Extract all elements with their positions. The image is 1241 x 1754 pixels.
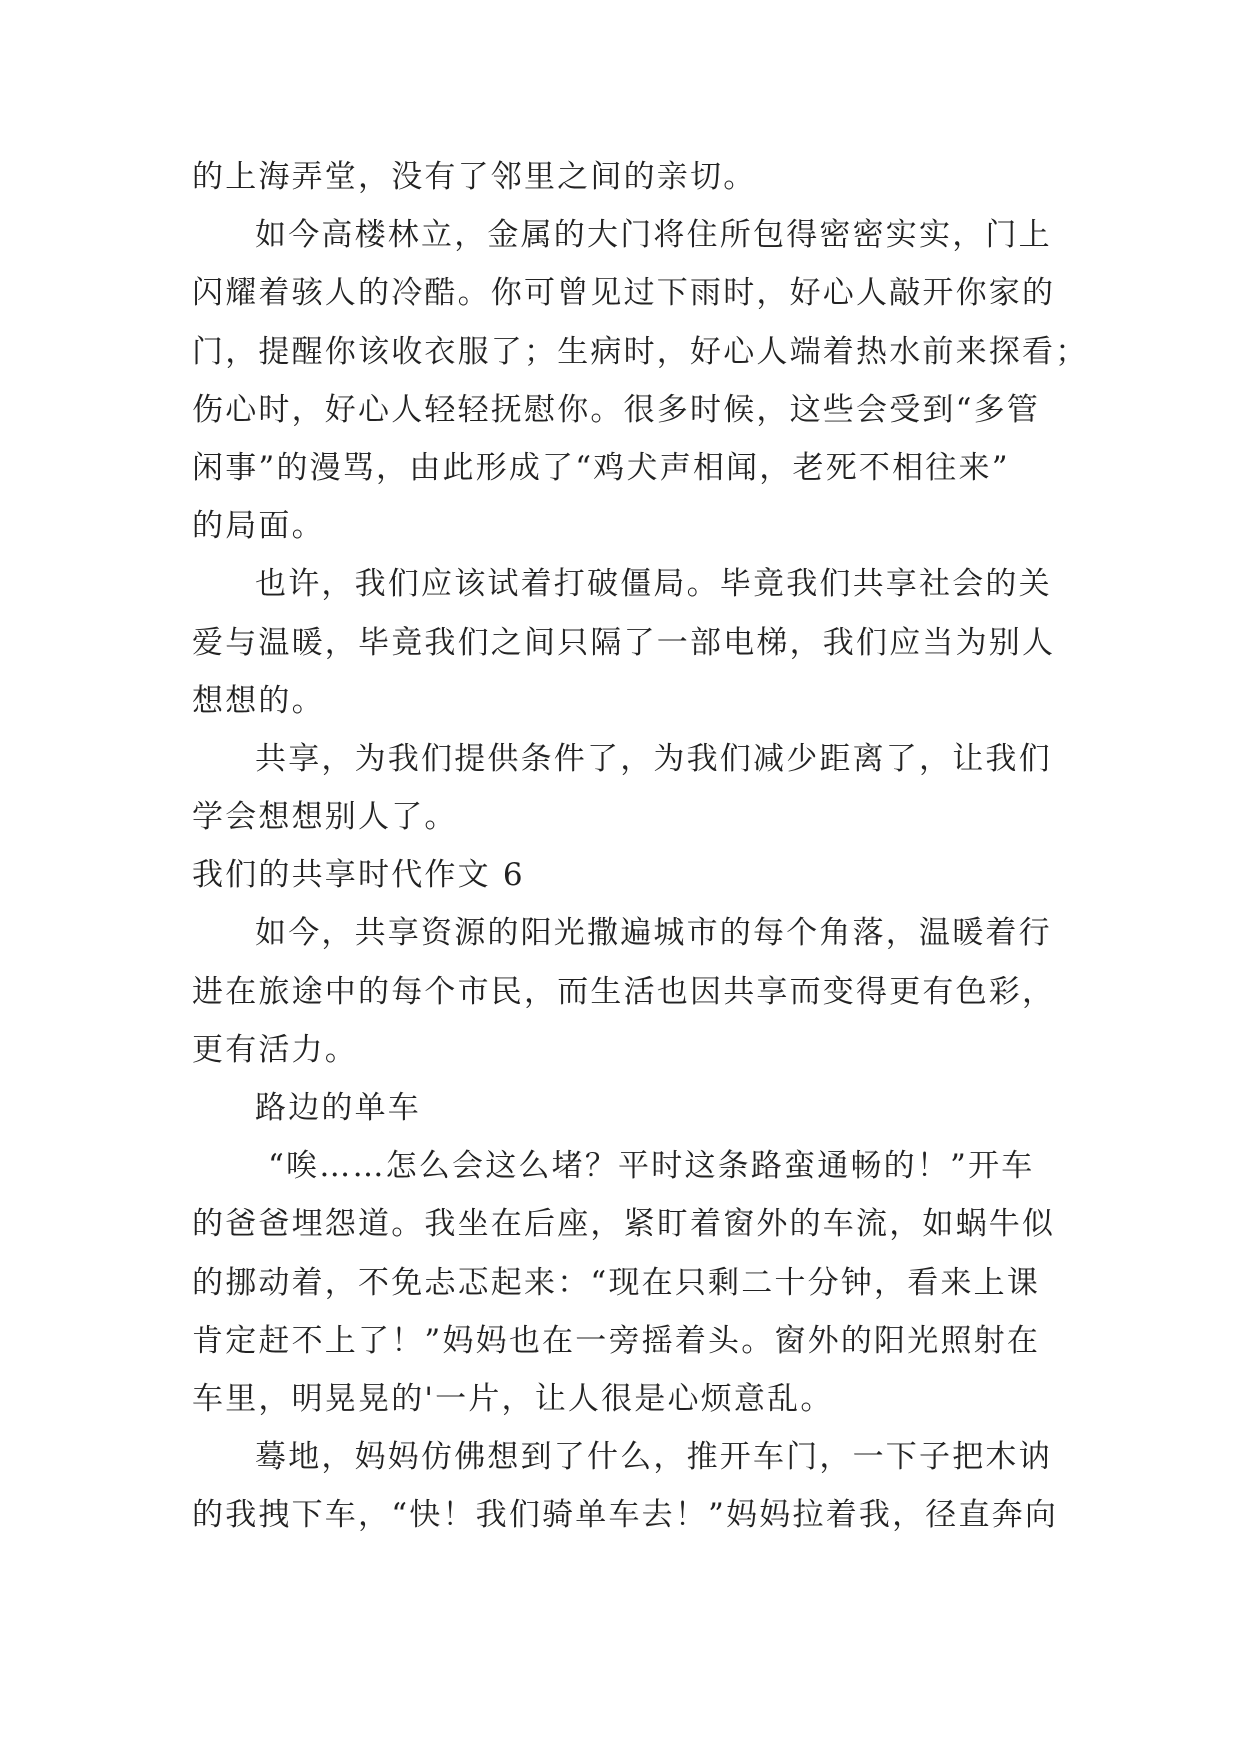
text-line: 的局面。 xyxy=(192,508,325,545)
text-line: 的上海弄堂，没有了邻里之间的亲切。 xyxy=(192,159,757,195)
text-line: 肯定赶不上了！”妈妈也在一旁摇着头。窗外的阳光照射在 xyxy=(192,1322,1041,1359)
text-line: 学会想想别人了。 xyxy=(192,799,458,836)
text-line: 想想的。 xyxy=(192,682,325,719)
text-line: 更有活力。 xyxy=(192,1031,358,1068)
text-line: 伤心时，好心人轻轻抚慰你。很多时候，这些会受到“多管 xyxy=(192,391,1041,428)
text-line: 闲事”的漫骂，由此形成了“鸡犬声相闻，老死不相往来” xyxy=(192,449,1010,486)
paragraph-first-line: 如今高楼林立，金属的大门将住所包得密密实实，门上 xyxy=(255,217,1052,254)
paragraph-first-line: 共享，为我们提供条件了，为我们减少距离了，让我们 xyxy=(255,740,1052,777)
paragraph-first-line: 也许，我们应该试着打破僵局。毕竟我们共享社会的关 xyxy=(255,566,1052,603)
paragraph-first-line: 如今，共享资源的阳光撒遍城市的每个角落，温暖着行 xyxy=(255,915,1052,952)
text-line: 闪耀着骇人的冷酷。你可曾见过下雨时，好心人敲开你家的 xyxy=(192,275,1056,312)
text-line: 的挪动着，不免忐忑起来：“现在只剩二十分钟，看来上课 xyxy=(192,1264,1041,1301)
text-line: 车里，明晃晃的'一片，让人很是心烦意乱。 xyxy=(192,1380,834,1417)
section-heading: 我们的共享时代作文 6 xyxy=(192,857,525,894)
paragraph-first-line: “唉……怎么会这么堵？平时这条路蛮通畅的！”开车 xyxy=(268,1148,1035,1185)
document-page xyxy=(192,148,1089,1545)
text-line: 的我拽下车，“快！我们骑单车去！”妈妈拉着我，径直奔向 xyxy=(192,1497,1059,1534)
text-line: 门，提醒你该收衣服了；生病时，好心人端着热水前来探看； xyxy=(192,333,1089,370)
subheading: 路边的单车 xyxy=(255,1090,421,1126)
text-line: 进在旅途中的每个市民，而生活也因共享而变得更有色彩， xyxy=(192,973,1056,1010)
text-line: 的爸爸埋怨道。我坐在后座，紧盯着窗外的车流，如蜗牛似 xyxy=(192,1206,1056,1243)
paragraph-first-line: 蓦地，妈妈仿佛想到了什么，推开车门，一下子把木讷 xyxy=(255,1439,1052,1476)
text-line: 爱与温暖，毕竟我们之间只隔了一部电梯，我们应当为别人 xyxy=(192,624,1056,661)
